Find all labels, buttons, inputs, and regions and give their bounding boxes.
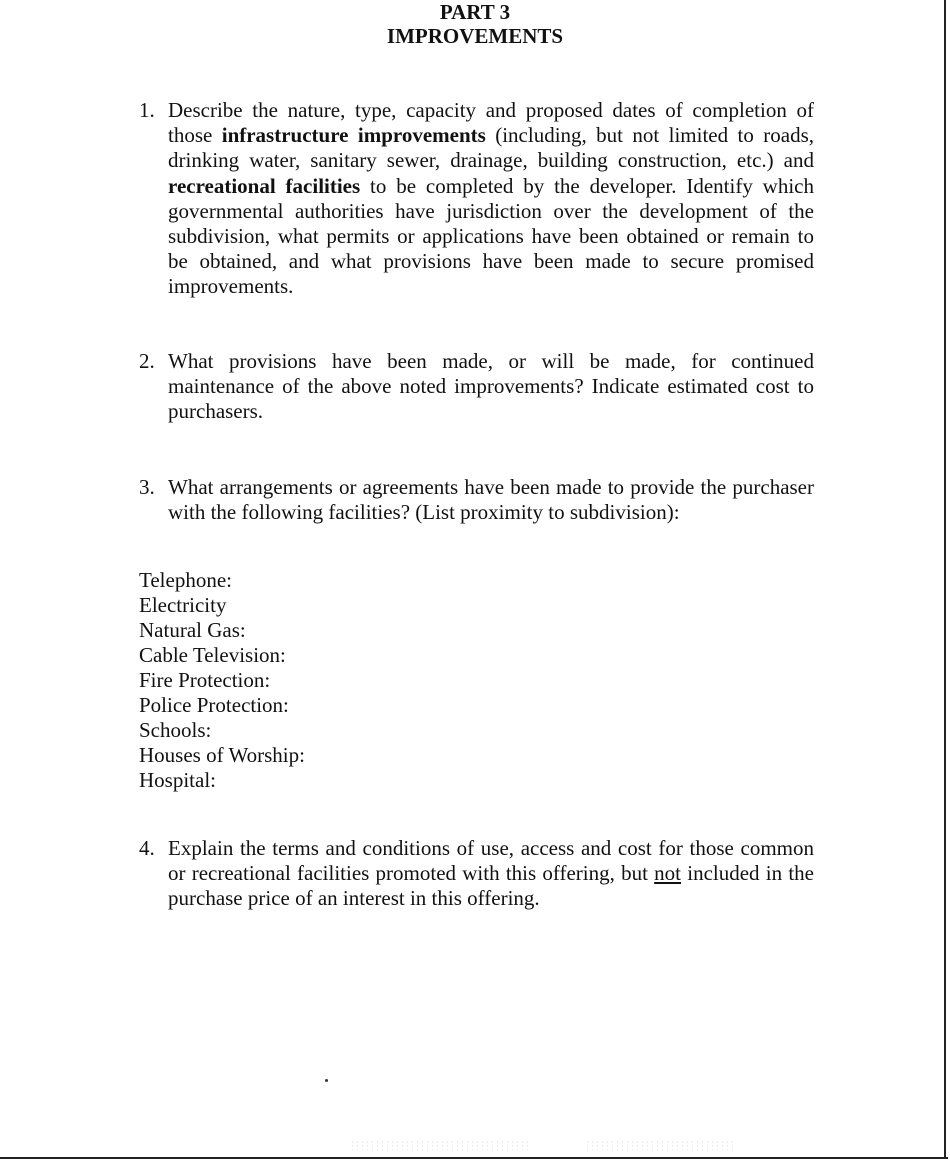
facility-hospital: Hospital: [139,768,216,792]
facility-schools: Schools: [139,718,212,742]
scan-noise [350,1140,530,1150]
scan-speck [325,1079,328,1082]
question-text: Describe the nature, type, capacity and proposed dates of completion of those infrastructure improvements (including, but not limited to roads, drinking water, sanitary sewer, drainage, building construction, etc.) and recreational facilities to be completed by the developer. Identify which governmental authorities have jurisdiction over the development of the subdivision, what permits or applications have been obtained or remain to be obtained, and what provisions have been made to secure promised improvements. [168,98,814,299]
question-3 [139,475,814,525]
question-text: What arrangements or agreements have been made to provide the purchaser with the following facilities? (List proximity to subdivision): [168,475,814,525]
facility-fire-protection: Fire Protection: [139,668,271,692]
facility-police-protection: Police Protection: [139,693,289,717]
question-text: Explain the terms and conditions of use, access and cost for those common or recreational facilities promoted with this offering, but not included in the purchase price of an interest in this offering. [168,836,814,911]
question-4 [139,836,814,912]
facilities-list [139,568,305,793]
facility-cable-television: Cable Television: [139,643,286,667]
question-1 [139,98,814,300]
facility-electricity: Electricity [139,593,227,617]
page-bottom-edge [0,1157,948,1159]
facility-natural-gas: Natural Gas: [139,618,246,642]
question-text: What provisions have been made, or will be made, for continued maintenance of the above noted improvements? Indicate estimated cost to purchasers. [168,349,814,424]
part-heading: PART 3 [439,0,511,24]
question-number: 3. [139,475,155,499]
question-2 [139,349,814,425]
section-title: IMPROVEMENTS [386,24,564,48]
bold-term-infrastructure: infrastructure improvements [221,123,486,148]
question-number: 4. [139,836,155,860]
question-number: 2. [139,349,155,373]
question-number: 1. [139,98,155,122]
facility-houses-of-worship: Houses of Worship: [139,743,305,767]
scan-noise [585,1140,735,1150]
page-right-edge [944,0,946,1158]
underlined-not: not [654,861,682,886]
facility-telephone: Telephone: [139,568,232,592]
bold-term-recreational: recreational facilities [168,173,361,198]
